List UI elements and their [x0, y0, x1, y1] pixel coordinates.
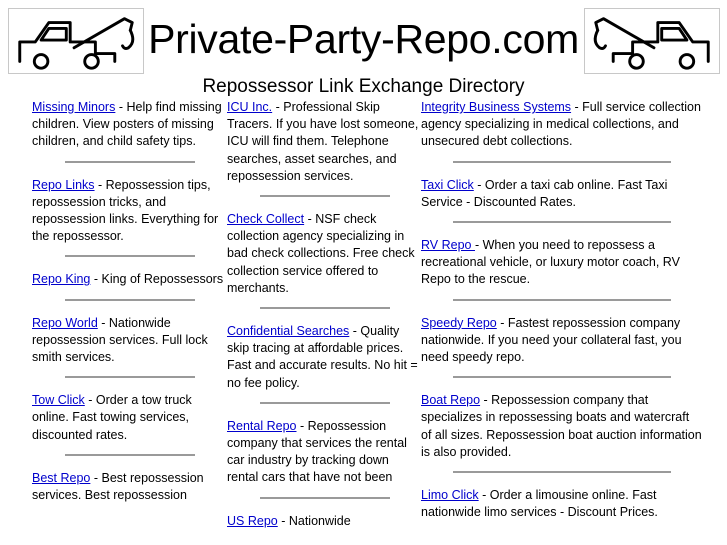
entry-description: - NSF check collection agency specializing in bad check collections. Free check collection service offered to merchants.	[227, 212, 415, 295]
divider	[65, 376, 195, 378]
divider	[260, 307, 390, 309]
directory-entry	[227, 211, 422, 297]
directory-entry	[227, 99, 422, 185]
entry-description: - Order a tow truck online. Fast towing services, discounted rates.	[32, 393, 192, 442]
directory-link[interactable]: Confidential Searches	[227, 324, 350, 339]
divider	[260, 195, 390, 197]
divider	[453, 221, 671, 223]
directory-link[interactable]: Repo King	[32, 272, 91, 287]
directory-entry	[32, 470, 227, 504]
directory-entry	[421, 99, 703, 151]
directory-link[interactable]: Rental Repo	[227, 418, 297, 433]
directory-link[interactable]: Repo Links	[32, 177, 95, 192]
directory-link[interactable]: Missing Minors	[32, 100, 116, 114]
entry-description: - When you need to repossess a recreational vehicle, or luxury motor coach, RV Repo to the rescue.	[421, 238, 680, 287]
directory-link[interactable]: Check Collect	[227, 212, 305, 227]
right-logo	[584, 8, 720, 74]
divider	[453, 299, 671, 301]
directory-link[interactable]: Tow Click	[32, 393, 85, 408]
entry-description: - Nationwide repossession services. Full lock smith services.	[32, 315, 208, 365]
directory-entry	[421, 237, 703, 289]
divider	[65, 161, 195, 163]
divider	[260, 497, 390, 499]
directory-entry	[421, 315, 703, 367]
directory-link[interactable]: Speedy Repo	[421, 315, 497, 330]
entry-description: - Order a taxi cab online. Fast Taxi Service - Discounted Rates.	[421, 177, 668, 209]
divider	[65, 255, 195, 257]
entry-description: - Full service collection agency specializing in medical collections, and unsecured debt collections.	[421, 100, 701, 149]
directory-entry	[32, 177, 227, 246]
directory-entry	[227, 323, 422, 392]
entry-description: - Quality skip tracing at affordable prices. Fast and accurate results. No hit = no fee policy.	[227, 324, 418, 390]
directory-link[interactable]: RV Repo	[421, 238, 475, 253]
directory-entry	[32, 271, 227, 288]
divider	[260, 402, 390, 404]
directory-entry	[421, 392, 703, 461]
directory-link[interactable]: US Repo	[227, 513, 278, 528]
directory-link[interactable]: Integrity Business Systems	[421, 100, 572, 114]
entry-description: - Repossession company that specializes in repossessing boats and watercraft of all sizes. Repossession boat auction information is also provided.	[421, 393, 702, 459]
entry-description: - Best repossession services. Best repossession	[32, 470, 204, 503]
directory-link[interactable]: Limo Click	[421, 488, 479, 503]
divider	[65, 454, 195, 456]
directory-link[interactable]: Best Repo	[32, 470, 91, 485]
directory-subtitle: Repossessor Link Exchange Directory	[202, 76, 525, 97]
directory-column-2	[227, 99, 422, 530]
directory-column-1	[32, 99, 227, 504]
directory-entry	[227, 418, 422, 487]
entry-description: - Nationwide	[277, 513, 351, 528]
directory-entry	[32, 392, 227, 444]
entry-description: - Help find missing children. View posters of missing children, and child safety tips.	[32, 100, 222, 149]
directory-link[interactable]: Repo World	[32, 315, 98, 330]
divider	[453, 471, 671, 473]
entry-description: - Order a limousine online. Fast nationwide limo services - Discount Prices.	[421, 488, 658, 520]
entry-description: - Professional Skip Tracers. If you have lost someone, ICU will find them. Telephone searches, asset searches, and repossession services.	[227, 100, 419, 183]
directory-column-3	[421, 99, 703, 521]
entry-description: - King of Repossessors	[90, 272, 224, 287]
directory-link[interactable]: Taxi Click	[421, 177, 474, 192]
divider	[453, 376, 671, 378]
directory-entry	[32, 315, 227, 367]
directory-entry	[421, 177, 703, 211]
entry-description: - Repossession tips, repossession tricks, and repossession links. Everything for the repossessor.	[32, 177, 219, 244]
divider	[65, 299, 195, 301]
entry-description: - Repossession company that services the rental car industry by tracking down rental cars that have not been	[227, 418, 407, 485]
directory-entry	[32, 99, 227, 151]
directory-link[interactable]: ICU Inc.	[227, 100, 273, 114]
tow-truck-icon	[585, 9, 719, 73]
site-title: Private-Party-Repo.com	[148, 16, 579, 62]
entry-description: - Fastest repossession company nationwide. If you need your collateral fast, you need speedy repo.	[421, 315, 682, 365]
directory-link[interactable]: Boat Repo	[421, 393, 481, 408]
directory-entry	[227, 513, 422, 530]
divider	[453, 161, 671, 163]
directory-entry	[421, 487, 703, 521]
